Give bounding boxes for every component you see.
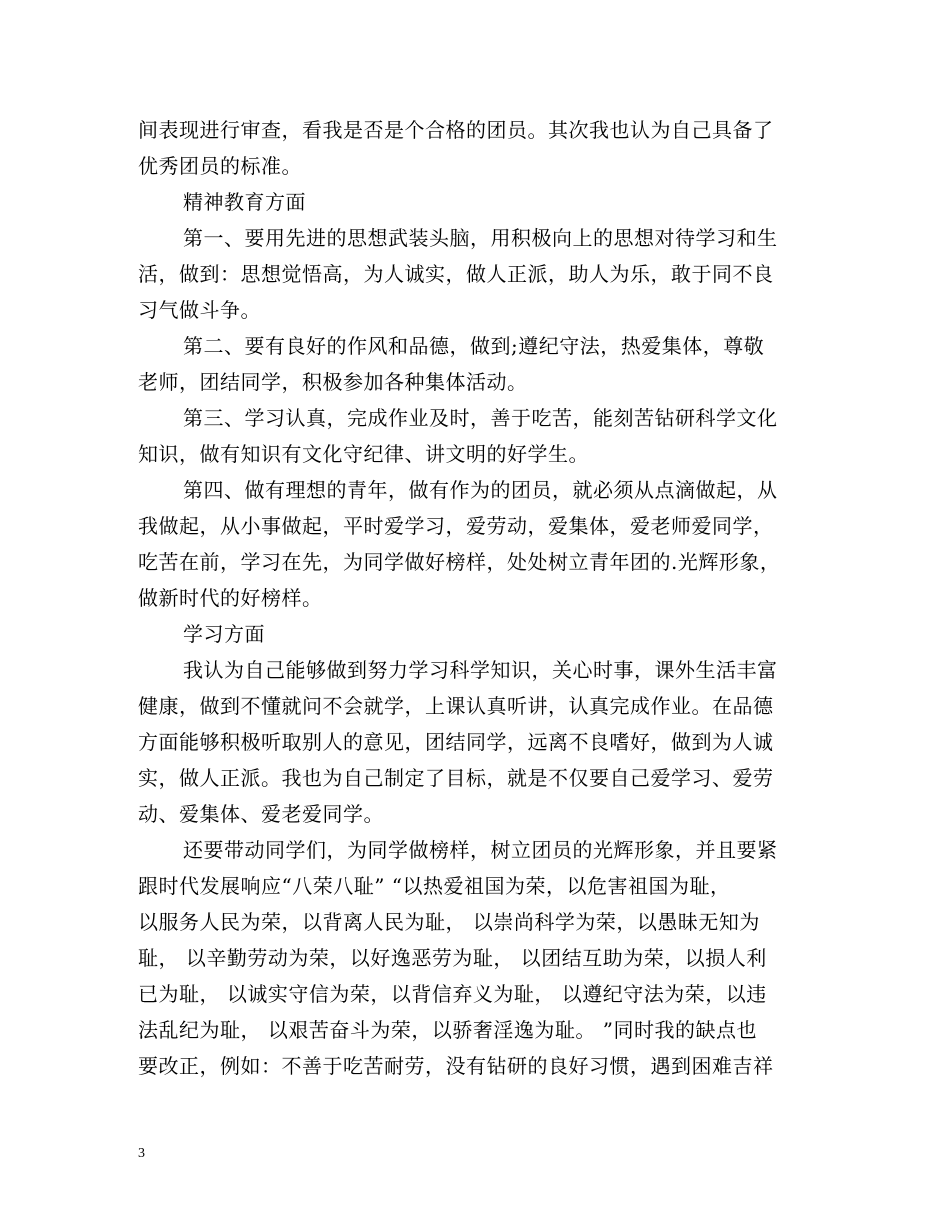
section-heading: 学习方面 <box>183 622 265 646</box>
page-number: 3 <box>138 1146 145 1161</box>
text-line: 第四、做有理想的青年，做有作为的团员，就必须从点滴做起，从 <box>183 478 778 502</box>
text-line: 耻， 以辛勤劳动为荣，以好逸恶劳为耻， 以团结互助为荣，以损人利 <box>138 946 767 970</box>
text-line: 第三、学习认真，完成作业及时，善于吃苦，能刻苦钻研科学文化 <box>183 406 778 430</box>
text-line: 以服务人民为荣，以背离人民为耻， 以崇尚科学为荣，以愚昧无知为 <box>138 910 760 934</box>
text-line: 方面能够积极听取别人的意见，团结同学，远离不良嗜好，做到为人诚 <box>138 730 774 754</box>
text-line: 间表现进行审查，看我是否是个合格的团员。其次我也认为自己具备了 <box>138 118 774 142</box>
text-line: 我认为自己能够做到努力学习科学知识，关心时事，课外生活丰富 <box>183 658 778 682</box>
text-line: 第一、要用先进的思想武装头脑，用积极向上的思想对待学习和生 <box>183 226 778 250</box>
text-line: 我做起，从小事做起，平时爱学习，爱劳动，爱集体，爱老师爱同学， <box>138 514 774 538</box>
section-heading: 精神教育方面 <box>183 190 306 214</box>
text-line: 法乱纪为耻， 以艰苦奋斗为荣，以骄奢淫逸为耻。 ”同时我的缺点也 <box>138 1018 757 1042</box>
text-line: 动、爱集体、爱老爱同学。 <box>138 802 384 826</box>
text-line: 要改正，例如：不善于吃苦耐劳，没有钻研的良好习惯，遇到困难吉祥 <box>138 1054 774 1078</box>
text-line: 吃苦在前，学习在先，为同学做好榜样，处处树立青年团的.光辉形象， <box>138 550 781 574</box>
text-line: 跟时代发展响应“八荣八耻” “以热爱祖国为荣，以危害祖国为耻， <box>138 874 731 898</box>
text-line: 做新时代的好榜样。 <box>138 586 323 610</box>
text-line: 优秀团员的标准。 <box>138 154 302 178</box>
text-line: 习气做斗争。 <box>138 298 261 322</box>
text-line: 实，做人正派。我也为自己制定了目标，就是不仅要自己爱学习、爱劳 <box>138 766 774 790</box>
text-line: 还要带动同学们，为同学做榜样，树立团员的光辉形象，并且要紧 <box>183 838 778 862</box>
text-line: 第二、要有良好的作风和品德，做到;遵纪守法，热爱集体，尊敬 <box>183 334 765 358</box>
text-line: 健康，做到不懂就问不会就学，上课认真听讲，认真完成作业。在品德 <box>138 694 774 718</box>
text-line: 知识，做有知识有文化守纪律、讲文明的好学生。 <box>138 442 589 466</box>
document-body <box>138 112 828 1084</box>
text-line: 已为耻， 以诚实守信为荣，以背信弃义为耻， 以遵纪守法为荣，以违 <box>138 982 767 1006</box>
text-line: 活，做到：思想觉悟高，为人诚实，做人正派，助人为乐，敢于同不良 <box>138 262 774 286</box>
text-line: 老师，团结同学，积极参加各种集体活动。 <box>138 370 528 394</box>
